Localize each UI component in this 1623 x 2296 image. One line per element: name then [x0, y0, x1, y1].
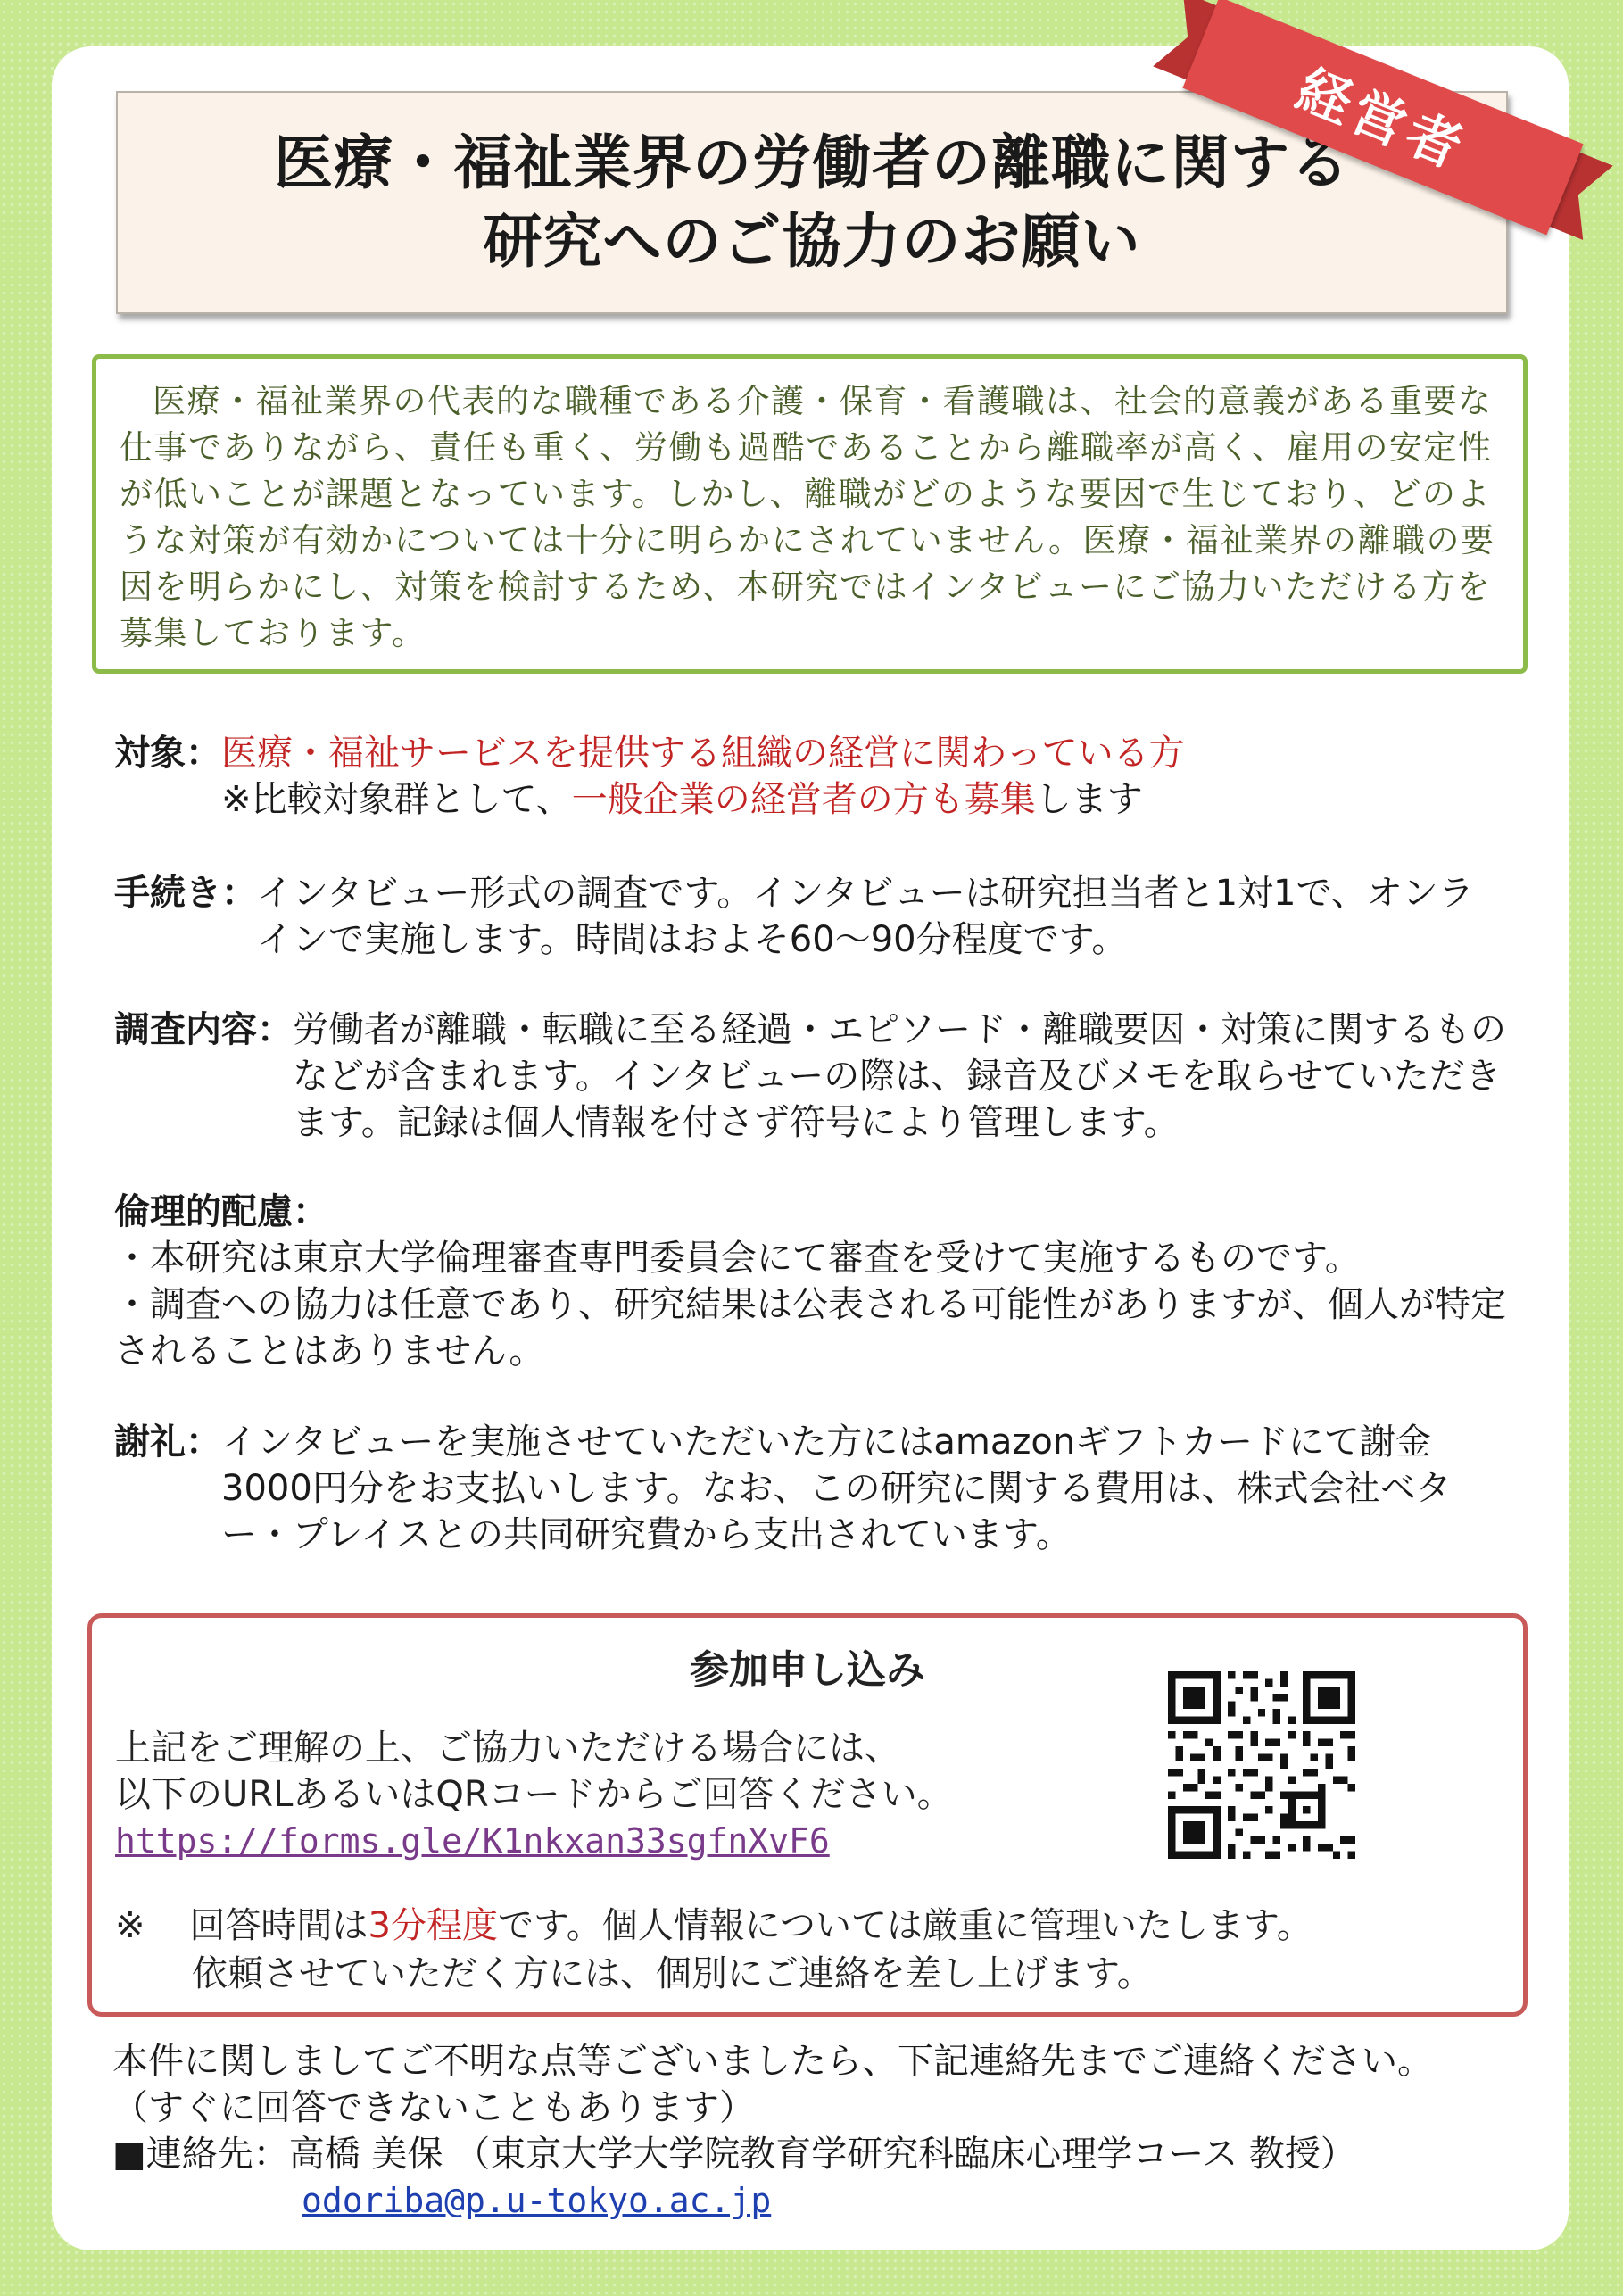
ethics-item-2: ・調査への協力は任意であり、研究結果は公表される可能性がありますが、個人が特定されることはありません。	[114, 1284, 1506, 1372]
reward-section	[114, 1419, 1506, 1558]
apply-note-red: 3分程度	[368, 1905, 498, 1946]
ribbon-label: 経営者	[1288, 58, 1476, 183]
target-section	[114, 730, 1506, 823]
content-section	[114, 1007, 1506, 1146]
procedure-text: インタビュー形式の調査です。インタビューは研究担当者と1対1で、オンラインで実施します。時間はおよそ60～90分程度です。	[257, 873, 1474, 960]
ethics-item-1: ・本研究は東京大学倫理審査専門委員会にて審査を受けて実施するものです。	[114, 1238, 1361, 1279]
apply-note-mark: ※	[115, 1905, 145, 1946]
footer-contact: ■連絡先：高橋 美保 （東京大学大学院教育学研究科臨床心理学コース 教授）	[112, 2134, 1356, 2175]
title-line-1: 医療・福祉業界の労働者の離職に関する	[274, 128, 1350, 197]
apply-form-link[interactable]: https://forms.gle/K1nkxan33sgfnXvF6	[115, 1821, 830, 1861]
apply-note-line-2: 依頼させていただく方には、個別にご連絡を差し上げます。	[192, 1953, 1153, 1994]
target-note-red: 一般企業の経営者の方も募集	[571, 779, 1036, 820]
ethics-label: 倫理的配慮：	[114, 1191, 328, 1232]
intro-text: 医療・福祉業界の代表的な職種である介護・保育・看護職は、社会的意義がある重要な仕事でありながら、責任も重く、労働も過酷であることから離職率が高く、雇用の安定性が低いことが課題となっています。しかし、離職がどのような要因で生じており、どのような対策が有効かについては十分に明らかにされていません。医療・福祉業界の離職の要因を明らかにし、対策を検討するため、本研究ではインタビューにご協力いただける方を募集しております。	[120, 382, 1495, 652]
target-note-prefix: ※比較対象群として、	[221, 779, 572, 820]
target-main: 医療・福祉サービスを提供する組織の経営に関わっている方	[221, 733, 1185, 774]
apply-note-suffix: です。個人情報については厳重に管理いたします。	[497, 1905, 1312, 1946]
apply-line-2: 以下のURLあるいはQRコードからご回答ください。	[115, 1774, 953, 1815]
contact-email-link[interactable]: odoriba@p.u-tokyo.ac.jp	[302, 2181, 772, 2220]
procedure-label: 手続き：	[114, 873, 257, 914]
footer-line-2: （すぐに回答できないこともあります）	[112, 2087, 755, 2128]
apply-line-1: 上記をご理解の上、ご協力いただける場合には、	[115, 1728, 900, 1769]
title-line-2: 研究へのご協力のお願い	[483, 207, 1141, 276]
target-label: 対象：	[114, 733, 221, 774]
ethics-section	[114, 1189, 1506, 1374]
content-label: 調査内容：	[114, 1009, 293, 1050]
apply-text	[115, 1725, 953, 1864]
apply-box	[87, 1613, 1528, 2017]
apply-note	[115, 1902, 1312, 1998]
qr-code-icon[interactable]	[1168, 1671, 1355, 1859]
intro-box	[92, 354, 1528, 674]
reward-label: 謝礼：	[114, 1422, 221, 1463]
procedure-section	[114, 870, 1506, 963]
footer-line-1: 本件に関しましてご不明な点等ございましたら、下記連絡先までご連絡ください。	[112, 2041, 1433, 2082]
apply-title: 参加申し込み	[690, 1647, 925, 1693]
footer	[112, 2038, 1433, 2224]
apply-note-prefix: 回答時間は	[189, 1905, 368, 1946]
content-text: 労働者が離職・転職に至る経過・エピソード・離職要因・対策に関するものなどが含まれます。インタビューの際は、録音及びメモを取らせていただきます。記録は個人情報を付さず符号により管理します。	[293, 1009, 1506, 1143]
reward-text: インタビューを実施させていただいた方にはamazonギフトカードにて謝金3000円分をお支払いします。なお、この研究に関する費用は、株式会社ベター・プレイスとの共同研究費から支出されています。	[221, 1422, 1452, 1555]
target-note-suffix: します	[1035, 779, 1143, 820]
